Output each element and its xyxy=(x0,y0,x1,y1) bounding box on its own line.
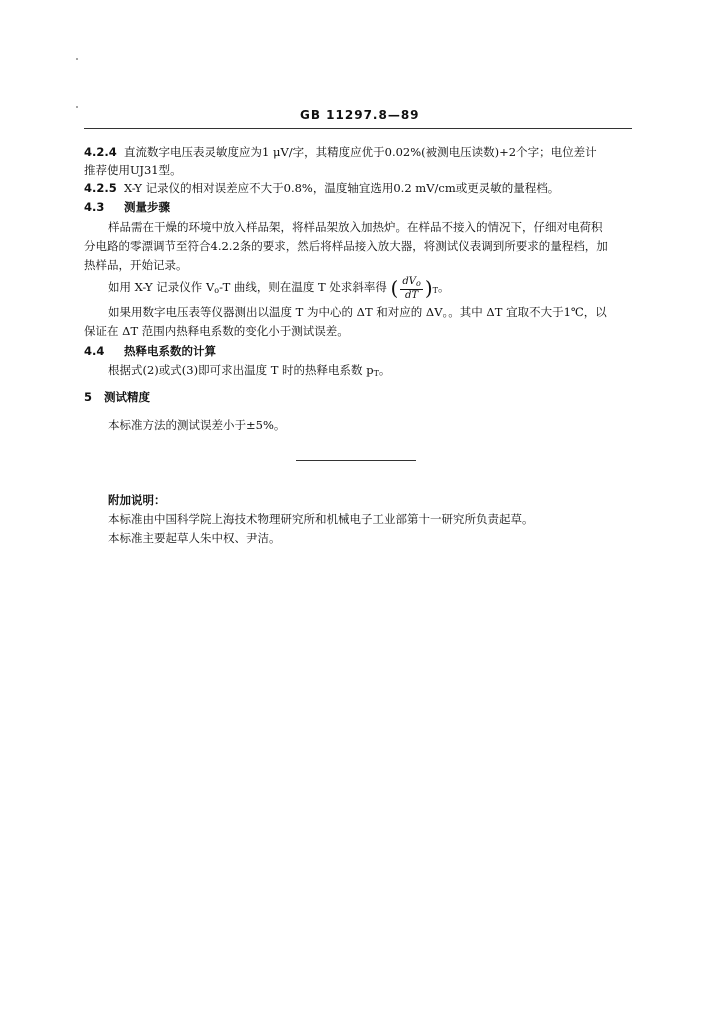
text-segment: 根据式(2)或式(3)即可求出温度 T 时的热释电系数 p xyxy=(108,363,374,377)
right-paren: ) xyxy=(424,276,433,300)
outer-subscript: T xyxy=(432,286,438,295)
clause-number: 4.2.5 xyxy=(84,181,117,195)
text-segment: 。 xyxy=(378,363,391,377)
fraction-numerator: dV xyxy=(402,275,416,287)
paragraph-line: 分电路的零漂调节至符合4.2.2条的要求，然后将样品接入放大器，将测试仪表调到所要求的量程档，加 xyxy=(84,239,608,253)
paragraph-line: 本标准方法的测试误差小于±5%。 xyxy=(108,418,286,432)
section-number: 4.4 xyxy=(84,344,105,358)
subscript: T xyxy=(373,369,379,378)
section-5-heading xyxy=(84,389,150,405)
scan-speck xyxy=(76,106,78,108)
paragraph-line: 如果用数字电压表等仪器测出以温度 T 为中心的 ΔT 和对应的 ΔV。。其中 ΔT 宜取不大于1℃，以 xyxy=(108,305,607,319)
section-title: 测量步骤 xyxy=(124,200,170,214)
section-number: 5 xyxy=(84,390,93,404)
section-number: 4.3 xyxy=(84,200,105,214)
header-rule xyxy=(84,128,632,129)
notes-title: 附加说明： xyxy=(108,493,166,507)
page-header-code: GB 11297.8—89 xyxy=(300,108,420,122)
section-title: 热释电系数的计算 xyxy=(124,344,216,358)
end-divider xyxy=(296,460,416,461)
notes-line: 本标准由中国科学院上海技术物理研究所和机械电子工业部第十一研究所负责起草。 xyxy=(108,512,534,526)
text-segment: -T 曲线，则在温度 T 处求斜率得 xyxy=(219,280,387,294)
scan-speck xyxy=(76,58,78,60)
clause-number: 4.2.4 xyxy=(84,145,117,159)
text-segment: 。 xyxy=(437,280,450,294)
slope-fraction xyxy=(400,276,422,301)
slope-paragraph xyxy=(108,274,449,304)
clause-4-2-5 xyxy=(84,180,559,196)
clause-4-2-4-continued: 推荐使用UJ31型。 xyxy=(84,163,182,177)
text-segment: 如用 X-Y 记录仪作 V xyxy=(108,280,215,294)
notes-line: 本标准主要起草人朱中权、尹洁。 xyxy=(108,531,281,545)
left-paren: ( xyxy=(390,276,399,300)
clause-text: X-Y 记录仪的相对误差应不大于0.8%，温度轴宜选用0.2 mV/cm或更灵敏的量程档。 xyxy=(124,181,560,195)
fraction-denominator: dT xyxy=(405,289,419,301)
clause-4-2-4 xyxy=(84,144,597,160)
paragraph-line: 热样品，开始记录。 xyxy=(84,258,188,272)
section-4-4-heading xyxy=(84,343,216,359)
section-4-3-heading xyxy=(84,199,170,215)
clause-text: 直流数字电压表灵敏度应为1 μV/字，其精度应优于0.02%(被测电压读数)+2个字；电位差计 xyxy=(124,145,597,159)
numerator-subscript: o xyxy=(415,278,421,288)
paragraph-line: 样品需在干燥的环境中放入样品架，将样品架放入加热炉。在样品不接入的情况下，仔细对电荷积 xyxy=(108,220,603,234)
subscript: o xyxy=(214,286,220,295)
paragraph-line: 保证在 ΔT 范围内热释电系数的变化小于测试误差。 xyxy=(84,324,349,338)
section-title: 测试精度 xyxy=(104,390,150,404)
paragraph-line xyxy=(108,362,390,382)
